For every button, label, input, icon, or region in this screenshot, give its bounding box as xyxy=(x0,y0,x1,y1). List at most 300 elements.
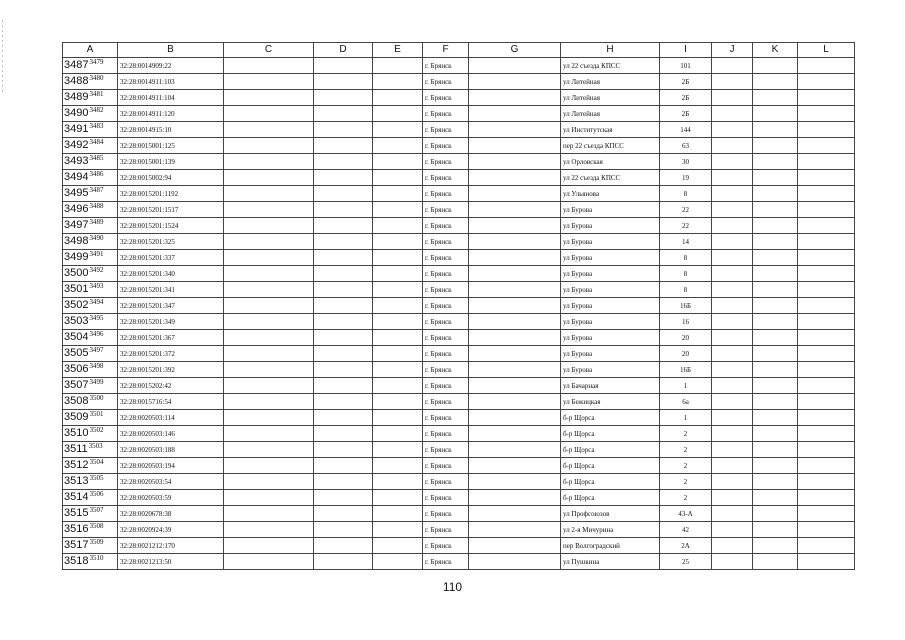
cell-k[interactable] xyxy=(753,458,798,474)
cell-e[interactable] xyxy=(373,362,423,378)
cell-c[interactable] xyxy=(224,378,314,394)
cell-d[interactable] xyxy=(314,378,373,394)
cell-c[interactable] xyxy=(224,170,314,186)
cell-k[interactable] xyxy=(753,218,798,234)
cell-e[interactable] xyxy=(373,74,423,90)
cell-a[interactable] xyxy=(63,58,118,74)
cell-k[interactable] xyxy=(753,90,798,106)
cell-k[interactable] xyxy=(753,74,798,90)
cell-j[interactable] xyxy=(712,378,753,394)
cell-j[interactable] xyxy=(712,490,753,506)
cell-a[interactable] xyxy=(63,298,118,314)
cell-a[interactable] xyxy=(63,474,118,490)
cell-h[interactable]: ул Орловская xyxy=(561,154,660,170)
cell-c[interactable] xyxy=(224,250,314,266)
column-header-e[interactable]: E xyxy=(373,43,423,58)
cell-g[interactable] xyxy=(469,378,561,394)
cell-d[interactable] xyxy=(314,122,373,138)
cell-f[interactable]: г. Брянск xyxy=(423,490,469,506)
cell-a[interactable] xyxy=(63,330,118,346)
cell-d[interactable] xyxy=(314,106,373,122)
cell-b[interactable]: 32:28:0020924:39 xyxy=(118,522,224,538)
cell-i[interactable]: 43-А xyxy=(660,506,712,522)
cell-f[interactable]: г. Брянск xyxy=(423,234,469,250)
cell-i[interactable]: 25 xyxy=(660,554,712,570)
cell-g[interactable] xyxy=(469,330,561,346)
cell-g[interactable] xyxy=(469,458,561,474)
cell-j[interactable] xyxy=(712,346,753,362)
cell-i[interactable]: 101 xyxy=(660,58,712,74)
cell-d[interactable] xyxy=(314,138,373,154)
cell-d[interactable] xyxy=(314,234,373,250)
cell-e[interactable] xyxy=(373,426,423,442)
cell-b[interactable]: 32:28:0015716:54 xyxy=(118,394,224,410)
cell-d[interactable] xyxy=(314,362,373,378)
cell-i[interactable]: 19 xyxy=(660,170,712,186)
cell-k[interactable] xyxy=(753,506,798,522)
cell-h[interactable]: ул Бурова xyxy=(561,314,660,330)
cell-c[interactable] xyxy=(224,122,314,138)
cell-a[interactable] xyxy=(63,506,118,522)
cell-l[interactable] xyxy=(798,298,855,314)
cell-b[interactable]: 32:28:0015201:367 xyxy=(118,330,224,346)
cell-f[interactable]: г. Брянск xyxy=(423,554,469,570)
cell-f[interactable]: г. Брянск xyxy=(423,426,469,442)
cell-h[interactable]: ул Бурова xyxy=(561,362,660,378)
cell-b[interactable]: 32:28:0020503:146 xyxy=(118,426,224,442)
cell-l[interactable] xyxy=(798,74,855,90)
cell-a[interactable] xyxy=(63,122,118,138)
cell-f[interactable]: г. Брянск xyxy=(423,90,469,106)
cell-k[interactable] xyxy=(753,394,798,410)
cell-f[interactable]: г. Брянск xyxy=(423,74,469,90)
cell-j[interactable] xyxy=(712,266,753,282)
cell-c[interactable] xyxy=(224,554,314,570)
cell-g[interactable] xyxy=(469,282,561,298)
cell-i[interactable]: 2А xyxy=(660,538,712,554)
cell-d[interactable] xyxy=(314,170,373,186)
cell-g[interactable] xyxy=(469,538,561,554)
cell-c[interactable] xyxy=(224,282,314,298)
cell-h[interactable]: ул Бурова xyxy=(561,266,660,282)
cell-h[interactable]: б-р Щорса xyxy=(561,442,660,458)
cell-f[interactable]: г. Брянск xyxy=(423,106,469,122)
cell-h[interactable]: ул 2-я Мичурина xyxy=(561,522,660,538)
cell-a[interactable] xyxy=(63,138,118,154)
cell-d[interactable] xyxy=(314,394,373,410)
cell-h[interactable]: ул Бурова xyxy=(561,330,660,346)
cell-j[interactable] xyxy=(712,170,753,186)
cell-c[interactable] xyxy=(224,154,314,170)
cell-h[interactable]: ул Институтская xyxy=(561,122,660,138)
cell-b[interactable]: 32:28:0015001:125 xyxy=(118,138,224,154)
cell-b[interactable]: 32:28:0015201:392 xyxy=(118,362,224,378)
cell-c[interactable] xyxy=(224,218,314,234)
cell-k[interactable] xyxy=(753,266,798,282)
cell-b[interactable]: 32:28:0015202:42 xyxy=(118,378,224,394)
cell-b[interactable]: 32:28:0015201:349 xyxy=(118,314,224,330)
cell-j[interactable] xyxy=(712,202,753,218)
cell-a[interactable] xyxy=(63,378,118,394)
cell-g[interactable] xyxy=(469,314,561,330)
cell-f[interactable]: г. Брянск xyxy=(423,474,469,490)
cell-g[interactable] xyxy=(469,426,561,442)
cell-a[interactable] xyxy=(63,362,118,378)
cell-h[interactable]: ул Бурова xyxy=(561,298,660,314)
cell-e[interactable] xyxy=(373,186,423,202)
cell-f[interactable]: г. Брянск xyxy=(423,330,469,346)
cell-d[interactable] xyxy=(314,554,373,570)
cell-g[interactable] xyxy=(469,58,561,74)
cell-i[interactable]: 2 xyxy=(660,442,712,458)
cell-l[interactable] xyxy=(798,346,855,362)
cell-f[interactable]: г. Брянск xyxy=(423,410,469,426)
cell-a[interactable] xyxy=(63,154,118,170)
cell-h[interactable]: ул Бурова xyxy=(561,234,660,250)
cell-h[interactable]: ул Литейная xyxy=(561,106,660,122)
cell-d[interactable] xyxy=(314,426,373,442)
cell-e[interactable] xyxy=(373,522,423,538)
cell-d[interactable] xyxy=(314,90,373,106)
cell-g[interactable] xyxy=(469,154,561,170)
cell-a[interactable] xyxy=(63,282,118,298)
cell-c[interactable] xyxy=(224,474,314,490)
cell-k[interactable] xyxy=(753,362,798,378)
cell-c[interactable] xyxy=(224,266,314,282)
cell-a[interactable] xyxy=(63,426,118,442)
cell-b[interactable]: 32:28:0020678:38 xyxy=(118,506,224,522)
column-header-d[interactable]: D xyxy=(314,43,373,58)
cell-h[interactable]: б-р Щорса xyxy=(561,426,660,442)
cell-b[interactable]: 32:28:0020503:59 xyxy=(118,490,224,506)
cell-d[interactable] xyxy=(314,298,373,314)
cell-j[interactable] xyxy=(712,106,753,122)
cell-c[interactable] xyxy=(224,362,314,378)
cell-b[interactable]: 32:28:0015002:94 xyxy=(118,170,224,186)
cell-d[interactable] xyxy=(314,458,373,474)
cell-b[interactable]: 32:28:0014915:10 xyxy=(118,122,224,138)
cell-c[interactable] xyxy=(224,138,314,154)
cell-h[interactable]: ул 22 съезда КПСС xyxy=(561,170,660,186)
cell-k[interactable] xyxy=(753,554,798,570)
cell-j[interactable] xyxy=(712,394,753,410)
column-header-i[interactable]: I xyxy=(660,43,712,58)
cell-k[interactable] xyxy=(753,474,798,490)
cell-g[interactable] xyxy=(469,554,561,570)
cell-d[interactable] xyxy=(314,522,373,538)
cell-c[interactable] xyxy=(224,186,314,202)
cell-j[interactable] xyxy=(712,298,753,314)
cell-h[interactable]: пер Волгоградский xyxy=(561,538,660,554)
cell-f[interactable]: г. Брянск xyxy=(423,250,469,266)
cell-j[interactable] xyxy=(712,122,753,138)
cell-g[interactable] xyxy=(469,410,561,426)
cell-i[interactable]: 2Б xyxy=(660,90,712,106)
cell-e[interactable] xyxy=(373,266,423,282)
cell-h[interactable]: ул Бурова xyxy=(561,218,660,234)
cell-h[interactable]: ул Пушкина xyxy=(561,554,660,570)
cell-a[interactable] xyxy=(63,218,118,234)
cell-e[interactable] xyxy=(373,282,423,298)
cell-b[interactable]: 32:28:0015201:340 xyxy=(118,266,224,282)
cell-i[interactable]: 20 xyxy=(660,346,712,362)
cell-a[interactable] xyxy=(63,74,118,90)
cell-d[interactable] xyxy=(314,442,373,458)
cell-c[interactable] xyxy=(224,490,314,506)
cell-h[interactable]: ул Бурова xyxy=(561,282,660,298)
cell-l[interactable] xyxy=(798,458,855,474)
cell-l[interactable] xyxy=(798,282,855,298)
cell-k[interactable] xyxy=(753,170,798,186)
cell-i[interactable]: 22 xyxy=(660,218,712,234)
column-header-h[interactable]: H xyxy=(561,43,660,58)
cell-l[interactable] xyxy=(798,106,855,122)
cell-e[interactable] xyxy=(373,554,423,570)
cell-j[interactable] xyxy=(712,330,753,346)
cell-d[interactable] xyxy=(314,490,373,506)
cell-a[interactable] xyxy=(63,234,118,250)
cell-b[interactable]: 32:28:0015201:325 xyxy=(118,234,224,250)
cell-d[interactable] xyxy=(314,250,373,266)
cell-d[interactable] xyxy=(314,186,373,202)
cell-k[interactable] xyxy=(753,346,798,362)
cell-f[interactable]: г. Брянск xyxy=(423,314,469,330)
cell-a[interactable] xyxy=(63,554,118,570)
cell-b[interactable]: 32:28:0015201:347 xyxy=(118,298,224,314)
cell-h[interactable]: ул Профсоюзов xyxy=(561,506,660,522)
cell-e[interactable] xyxy=(373,58,423,74)
cell-a[interactable] xyxy=(63,90,118,106)
cell-l[interactable] xyxy=(798,394,855,410)
cell-j[interactable] xyxy=(712,314,753,330)
cell-f[interactable]: г. Брянск xyxy=(423,170,469,186)
cell-e[interactable] xyxy=(373,106,423,122)
cell-h[interactable]: ул Бурова xyxy=(561,250,660,266)
cell-f[interactable]: г. Брянск xyxy=(423,202,469,218)
cell-b[interactable]: 32:28:0014909:22 xyxy=(118,58,224,74)
cell-b[interactable]: 32:28:0015001:139 xyxy=(118,154,224,170)
cell-d[interactable] xyxy=(314,282,373,298)
cell-e[interactable] xyxy=(373,442,423,458)
cell-e[interactable] xyxy=(373,154,423,170)
cell-l[interactable] xyxy=(798,538,855,554)
column-header-b[interactable]: B xyxy=(118,43,224,58)
cell-f[interactable]: г. Брянск xyxy=(423,394,469,410)
column-header-j[interactable]: J xyxy=(712,43,753,58)
cell-i[interactable]: 144 xyxy=(660,122,712,138)
cell-a[interactable] xyxy=(63,314,118,330)
cell-l[interactable] xyxy=(798,426,855,442)
cell-i[interactable]: 16 xyxy=(660,314,712,330)
cell-g[interactable] xyxy=(469,186,561,202)
cell-c[interactable] xyxy=(224,426,314,442)
cell-g[interactable] xyxy=(469,522,561,538)
cell-l[interactable] xyxy=(798,266,855,282)
cell-g[interactable] xyxy=(469,74,561,90)
cell-k[interactable] xyxy=(753,186,798,202)
cell-g[interactable] xyxy=(469,138,561,154)
cell-d[interactable] xyxy=(314,74,373,90)
cell-k[interactable] xyxy=(753,410,798,426)
cell-j[interactable] xyxy=(712,362,753,378)
cell-l[interactable] xyxy=(798,330,855,346)
cell-e[interactable] xyxy=(373,234,423,250)
cell-h[interactable]: ул Бежицкая xyxy=(561,394,660,410)
cell-i[interactable]: 30 xyxy=(660,154,712,170)
cell-f[interactable]: г. Брянск xyxy=(423,154,469,170)
cell-j[interactable] xyxy=(712,426,753,442)
cell-c[interactable] xyxy=(224,522,314,538)
cell-l[interactable] xyxy=(798,218,855,234)
cell-d[interactable] xyxy=(314,218,373,234)
cell-k[interactable] xyxy=(753,250,798,266)
cell-e[interactable] xyxy=(373,330,423,346)
cell-k[interactable] xyxy=(753,426,798,442)
cell-d[interactable] xyxy=(314,266,373,282)
cell-k[interactable] xyxy=(753,138,798,154)
cell-i[interactable]: 8 xyxy=(660,250,712,266)
cell-j[interactable] xyxy=(712,90,753,106)
cell-f[interactable]: г. Брянск xyxy=(423,506,469,522)
cell-d[interactable] xyxy=(314,58,373,74)
cell-g[interactable] xyxy=(469,362,561,378)
cell-k[interactable] xyxy=(753,314,798,330)
cell-j[interactable] xyxy=(712,250,753,266)
cell-i[interactable]: 42 xyxy=(660,522,712,538)
cell-b[interactable]: 32:28:0014911:120 xyxy=(118,106,224,122)
cell-f[interactable]: г. Брянск xyxy=(423,122,469,138)
cell-d[interactable] xyxy=(314,330,373,346)
column-header-g[interactable]: G xyxy=(469,43,561,58)
cell-c[interactable] xyxy=(224,394,314,410)
cell-f[interactable]: г. Брянск xyxy=(423,58,469,74)
cell-e[interactable] xyxy=(373,202,423,218)
cell-a[interactable] xyxy=(63,266,118,282)
cell-e[interactable] xyxy=(373,346,423,362)
cell-h[interactable]: ул Литейная xyxy=(561,90,660,106)
cell-e[interactable] xyxy=(373,250,423,266)
cell-e[interactable] xyxy=(373,298,423,314)
cell-l[interactable] xyxy=(798,58,855,74)
cell-g[interactable] xyxy=(469,250,561,266)
cell-j[interactable] xyxy=(712,458,753,474)
cell-j[interactable] xyxy=(712,506,753,522)
cell-l[interactable] xyxy=(798,362,855,378)
cell-f[interactable]: г. Брянск xyxy=(423,266,469,282)
cell-l[interactable] xyxy=(798,490,855,506)
cell-i[interactable]: 2Б xyxy=(660,74,712,90)
cell-b[interactable]: 32:28:0020503:114 xyxy=(118,410,224,426)
cell-c[interactable] xyxy=(224,330,314,346)
cell-i[interactable]: 2 xyxy=(660,458,712,474)
cell-d[interactable] xyxy=(314,506,373,522)
cell-b[interactable]: 32:28:0020503:194 xyxy=(118,458,224,474)
cell-j[interactable] xyxy=(712,58,753,74)
cell-f[interactable]: г. Брянск xyxy=(423,218,469,234)
cell-f[interactable]: г. Брянск xyxy=(423,138,469,154)
cell-g[interactable] xyxy=(469,442,561,458)
cell-i[interactable]: 14 xyxy=(660,234,712,250)
cell-e[interactable] xyxy=(373,90,423,106)
cell-i[interactable]: 2Б xyxy=(660,106,712,122)
cell-e[interactable] xyxy=(373,490,423,506)
cell-h[interactable]: ул Бурова xyxy=(561,346,660,362)
cell-k[interactable] xyxy=(753,490,798,506)
cell-a[interactable] xyxy=(63,458,118,474)
cell-h[interactable]: пер 22 съезда КПСС xyxy=(561,138,660,154)
cell-e[interactable] xyxy=(373,538,423,554)
cell-h[interactable]: ул Ульянова xyxy=(561,186,660,202)
cell-b[interactable]: 32:28:0015201:372 xyxy=(118,346,224,362)
cell-l[interactable] xyxy=(798,90,855,106)
cell-k[interactable] xyxy=(753,202,798,218)
cell-j[interactable] xyxy=(712,282,753,298)
cell-k[interactable] xyxy=(753,522,798,538)
cell-i[interactable]: 22 xyxy=(660,202,712,218)
cell-g[interactable] xyxy=(469,90,561,106)
column-header-l[interactable]: L xyxy=(798,43,855,58)
cell-l[interactable] xyxy=(798,474,855,490)
cell-k[interactable] xyxy=(753,298,798,314)
cell-k[interactable] xyxy=(753,154,798,170)
cell-h[interactable]: б-р Щорса xyxy=(561,474,660,490)
cell-l[interactable] xyxy=(798,522,855,538)
cell-b[interactable]: 32:28:0021212:170 xyxy=(118,538,224,554)
cell-g[interactable] xyxy=(469,106,561,122)
cell-c[interactable] xyxy=(224,234,314,250)
cell-j[interactable] xyxy=(712,218,753,234)
cell-a[interactable] xyxy=(63,106,118,122)
cell-e[interactable] xyxy=(373,410,423,426)
cell-d[interactable] xyxy=(314,154,373,170)
cell-l[interactable] xyxy=(798,186,855,202)
cell-k[interactable] xyxy=(753,378,798,394)
cell-k[interactable] xyxy=(753,330,798,346)
cell-f[interactable]: г. Брянск xyxy=(423,362,469,378)
cell-f[interactable]: г. Брянск xyxy=(423,442,469,458)
cell-c[interactable] xyxy=(224,106,314,122)
cell-h[interactable]: б-р Щорса xyxy=(561,458,660,474)
cell-a[interactable] xyxy=(63,538,118,554)
cell-i[interactable]: 1 xyxy=(660,410,712,426)
cell-f[interactable]: г. Брянск xyxy=(423,186,469,202)
cell-k[interactable] xyxy=(753,58,798,74)
cell-e[interactable] xyxy=(373,314,423,330)
cell-e[interactable] xyxy=(373,394,423,410)
cell-k[interactable] xyxy=(753,122,798,138)
cell-a[interactable] xyxy=(63,250,118,266)
cell-b[interactable]: 32:28:0015201:1192 xyxy=(118,186,224,202)
cell-b[interactable]: 32:28:0020503:188 xyxy=(118,442,224,458)
cell-l[interactable] xyxy=(798,170,855,186)
column-header-k[interactable]: K xyxy=(753,43,798,58)
cell-c[interactable] xyxy=(224,314,314,330)
cell-d[interactable] xyxy=(314,474,373,490)
cell-i[interactable]: 6а xyxy=(660,394,712,410)
cell-a[interactable] xyxy=(63,186,118,202)
cell-c[interactable] xyxy=(224,58,314,74)
cell-i[interactable]: 20 xyxy=(660,330,712,346)
cell-i[interactable]: 16Б xyxy=(660,362,712,378)
cell-j[interactable] xyxy=(712,186,753,202)
cell-f[interactable]: г. Брянск xyxy=(423,378,469,394)
cell-l[interactable] xyxy=(798,202,855,218)
cell-b[interactable]: 32:28:0014911:103 xyxy=(118,74,224,90)
cell-d[interactable] xyxy=(314,346,373,362)
cell-i[interactable]: 8 xyxy=(660,186,712,202)
cell-c[interactable] xyxy=(224,506,314,522)
cell-g[interactable] xyxy=(469,298,561,314)
